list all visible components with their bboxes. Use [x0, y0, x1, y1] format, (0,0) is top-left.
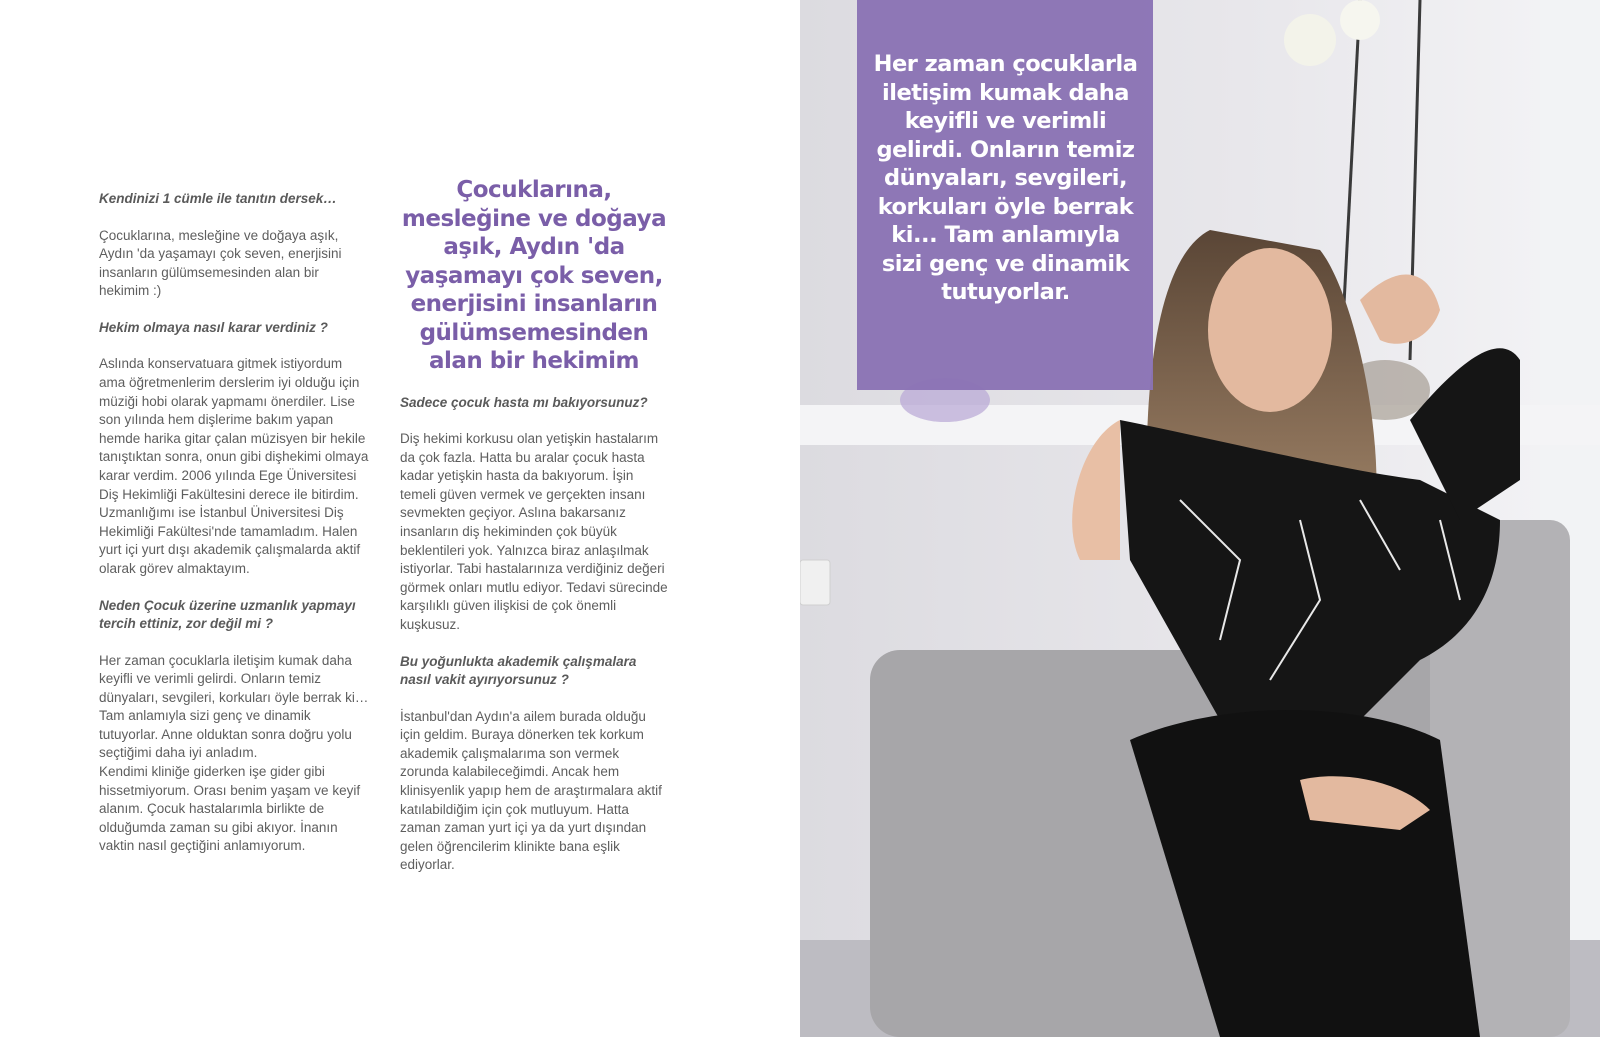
- answer-patients: Diş hekimi korkusu olan yetişkin hastalarım da çok fazla. Hatta bu aralar çocuk hasta kadar yetişkin hasta da bakıyorum. İşin temeli güven vermek ve gerçekten insanı sevmekten geçiyor. Aslına bakarsanız insanların diş hekiminden çok büyük beklentileri yok. Yalnızca biraz anlaşılmak istiyorlar. Tabi hastalarınıza verdiğiniz değeri görmek onları mutlu ediyor. Tedavi sürecinde karşılıklı güven ilişkisi de çok önemli kuşkusuz.: [400, 431, 668, 632]
- highlight-quote: Her zaman çocuklarla iletişim kumak daha keyifli ve verimli gelirdi. Onların temiz dünyaları, sevgileri, korkuları öyle berrak ki... Tam anlamıyla sizi genç ve dinamik tutuyorlar.: [873, 51, 1138, 305]
- orchid-flower: [1340, 0, 1380, 40]
- answer-intro: Çocuklarına, mesleğine ve doğaya aşık, Aydın 'da yaşamayı çok seven, enerjisini insanların gülümsemesinden alan bir hekimim :): [99, 227, 342, 299]
- answer-career: Aslında konservatuara gitmek istiyordum ama öğretmenlerim derslerim iyi olduğu için müziği hobi olarak yapmamı önerdiler. Lise son yılında hem dişlerime bakım yapan hemde harika gitar çalan müzisyen bir hekile tanıştıktan sonra, onun gibi dişhekimi olmaya karar verdim. 2006 yılında Ege Üniversitesi Diş Hekimliği Fakültesini derece ile bitirdim. Uzmanlığımı ise İstanbul Üniversitesi Diş Hekimliği Fakültesi'nde tamamladım. Halen yurt içi yurt dışı akademik çalışmalarda aktif olarak görev almaktayım.: [99, 356, 369, 576]
- question-academic: Bu yoğunlukta akademik çalışmalara nasıl vakit ayırıyorsunuz ?: [400, 653, 637, 688]
- question-intro: Kendinizi 1 cümle ile tanıtın dersek…: [99, 191, 337, 206]
- wall-socket: [800, 560, 830, 605]
- answer-academic: İstanbul'dan Aydın'a ailem burada olduğu için geldim. Buraya dönerken tek korkum akademik çalışmalarıma son vermek zorunda kalabileceğimdi. Ancak hem klinisyenlik yapıp hem de araştırmalara aktif katılabildiğim için çok mutluyum. Hatta zaman zaman yurt içi ya da yurt dışından gelen öğrencilerim klinikte bana eşlik ediyorlar.: [400, 708, 662, 873]
- text-column-1: [99, 190, 369, 874]
- question-career: Hekim olmaya nasıl karar verdiniz ?: [99, 319, 328, 335]
- orchid-flower: [1284, 14, 1336, 66]
- question-patients: Sadece çocuk hasta mı bakıyorsunuz?: [400, 394, 648, 410]
- text-column-2: [400, 176, 668, 893]
- pull-quote: Çocuklarına, mesleğine ve doğaya aşık, Aydın 'da yaşamayı çok seven, enerjisini insanların gülümsemesinden alan bir hekimim: [401, 177, 667, 374]
- answer-specialty: Her zaman çocuklarla iletişim kumak daha keyifli ve verimli gelirdi. Onların temiz dünyaları, sevgileri, korkuları öyle berrak ki… Tam anlamıyla sizi genç ve dinamik tutuyorlar. Anne olduktan sonra doğru yolu seçtiğimi daha iyi anladım. Kendimi kliniğe giderken işe gider gibi hissetmiyorum. Orası benim yaşam ve keyif alanım. Çocuk hastalarımla birlikte de olduğumda zaman su gibi akıyor. İnanın vaktin nasıl geçtiğini anlamıyorum.: [99, 652, 369, 854]
- question-specialty: Neden Çocuk üzerine uzmanlık yapmayı tercih ettiniz, zor değil mi ?: [99, 597, 356, 631]
- face: [1208, 248, 1332, 412]
